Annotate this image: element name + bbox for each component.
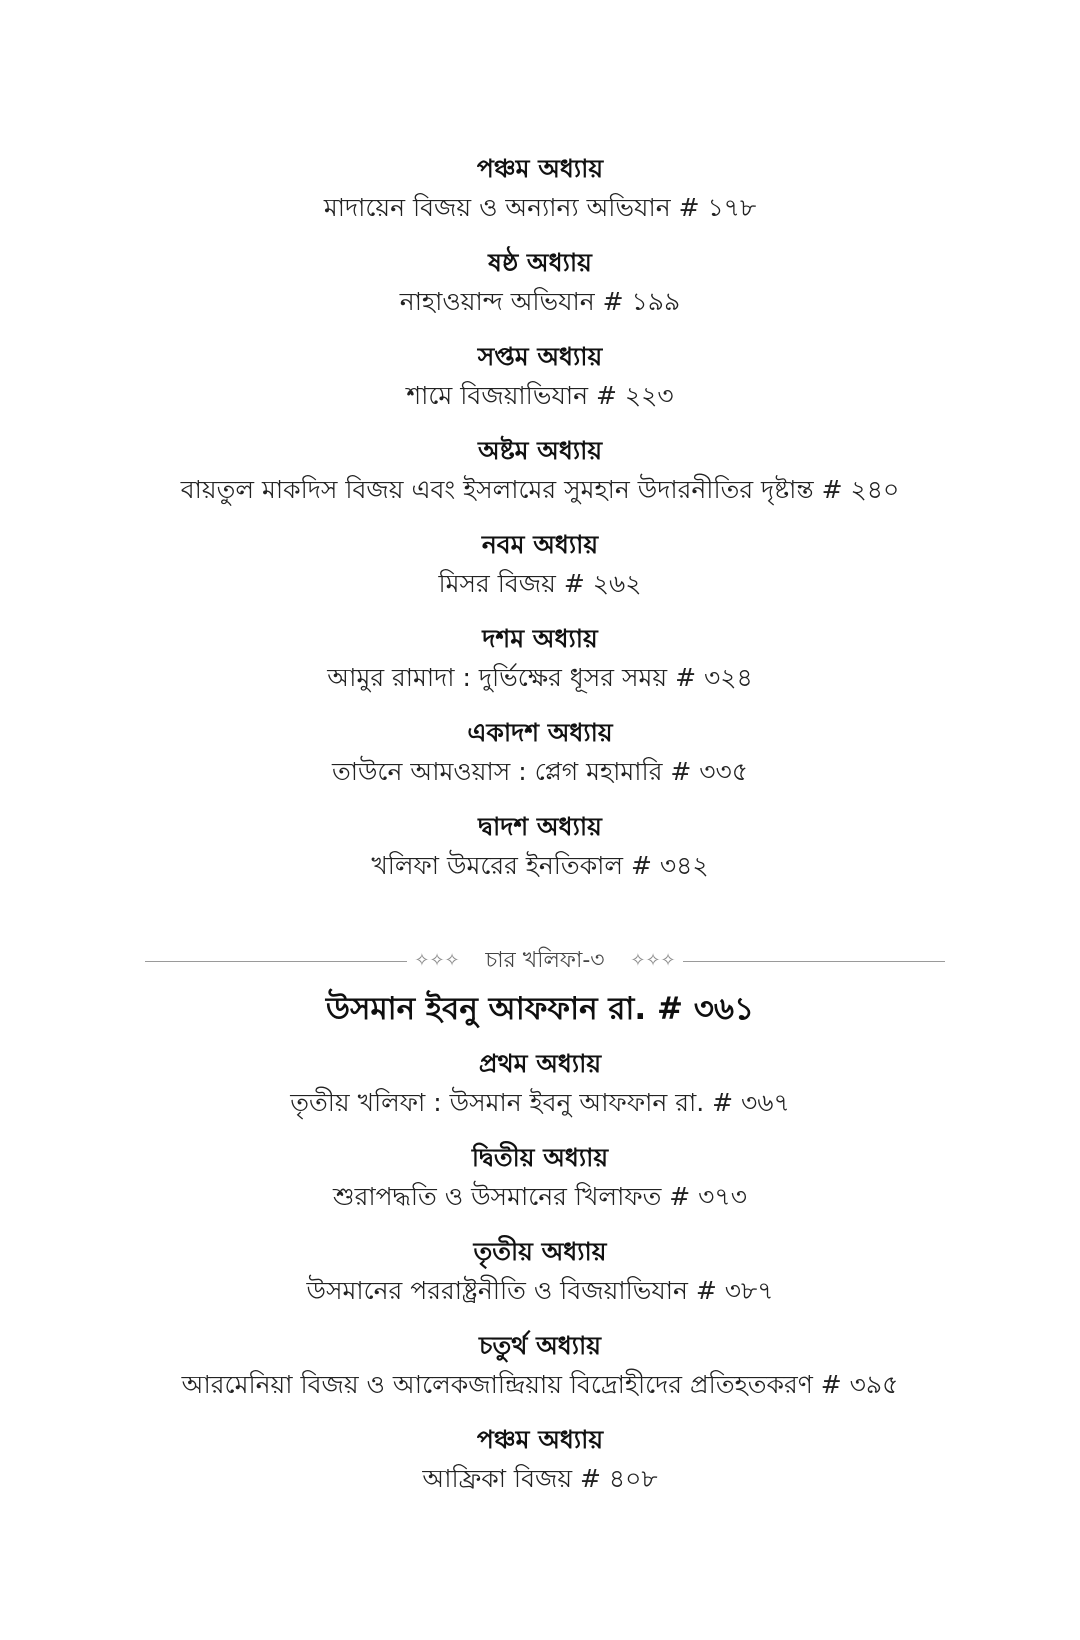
chapter-title: নাহাওয়ান্দ অভিযান # ১৯৯ (399, 287, 681, 316)
chapter-label: প্রথম অধ্যায় (478, 1049, 602, 1078)
caliph-heading: উসমান ইবনু আফফান রা. # ৩৬১ (325, 991, 755, 1027)
toc-entry (0, 150, 1080, 228)
chapter-label: নবম অধ্যায় (481, 530, 599, 559)
chapter-label: ষষ্ঠ অধ্যায় (488, 248, 592, 277)
chapter-title: আফ্রিকা বিজয় # ৪০৮ (422, 1464, 658, 1493)
chapter-title: মিসর বিজয় # ২৬২ (438, 569, 642, 598)
chapter-title: খলিফা উমরের ইনতিকাল # ৩৪২ (371, 851, 709, 880)
chapter-title: মাদায়েন বিজয় ও অন্যান্য অভিযান # ১৭৮ (323, 193, 757, 222)
chapter-title: উসমানের পররাষ্ট্রনীতি ও বিজয়াভিযান # ৩৮৭ (306, 1276, 774, 1305)
chapter-label: তৃতীয় অধ্যায় (473, 1237, 607, 1266)
divider-line-left (145, 961, 407, 962)
toc-entry (0, 526, 1080, 604)
toc-entry (0, 1327, 1080, 1405)
chapter-label: দশম অধ্যায় (482, 624, 598, 653)
toc-entry (0, 714, 1080, 792)
chapter-title: তৃতীয় খলিফা : উসমান ইবনু আফফান রা. # ৩৬৭ (290, 1088, 790, 1117)
divider-line-right (683, 961, 945, 962)
chapter-title: আরমেনিয়া বিজয় ও আলেকজান্দ্রিয়ায় বিদ্রোহীদের প্রতিহতকরণ # ৩৯৫ (181, 1370, 899, 1399)
section-divider (145, 946, 945, 976)
toc-section-top (0, 150, 1080, 902)
chapter-title: শুরাপদ্ধতি ও উসমানের খিলাফত # ৩৭৩ (333, 1182, 747, 1211)
toc-entry (0, 432, 1080, 510)
chapter-label: চতুর্থ অধ্যায় (478, 1331, 602, 1360)
ornament-diamond-icon: ✧✧✧ (414, 950, 460, 971)
chapter-title: বায়তুল মাকদিস বিজয় এবং ইসলামের সুমহান উদারনীতির দৃষ্টান্ত # ২৪০ (180, 475, 900, 504)
chapter-label: অষ্টম অধ্যায় (477, 436, 603, 465)
toc-entry (0, 338, 1080, 416)
toc-entry (0, 244, 1080, 322)
chapter-title: তাউনে আমওয়াস : প্লেগ মহামারি # ৩৩৫ (331, 757, 749, 786)
toc-entry (0, 808, 1080, 886)
toc-entry (0, 1421, 1080, 1499)
toc-section-bottom (0, 1045, 1080, 1515)
chapter-label: পঞ্চম অধ্যায় (476, 1425, 604, 1454)
chapter-title: আমুর রামাদা : দুর্ভিক্ষের ধূসর সময় # ৩২৪ (327, 663, 753, 692)
toc-entry (0, 1045, 1080, 1123)
chapter-title: শামে বিজয়াভিযান # ২২৩ (406, 381, 674, 410)
chapter-label: সপ্তম অধ্যায় (477, 342, 603, 371)
chapter-label: পঞ্চম অধ্যায় (476, 154, 604, 183)
chapter-label: দ্বিতীয় অধ্যায় (471, 1143, 609, 1172)
ornament-diamond-icon: ✧✧✧ (630, 950, 676, 971)
divider-label: চার খলিফা-৩ (485, 948, 605, 973)
toc-entry (0, 1139, 1080, 1217)
toc-entry (0, 1233, 1080, 1311)
toc-entry (0, 620, 1080, 698)
chapter-label: দ্বাদশ অধ্যায় (478, 812, 602, 841)
chapter-label: একাদশ অধ্যায় (467, 718, 613, 747)
